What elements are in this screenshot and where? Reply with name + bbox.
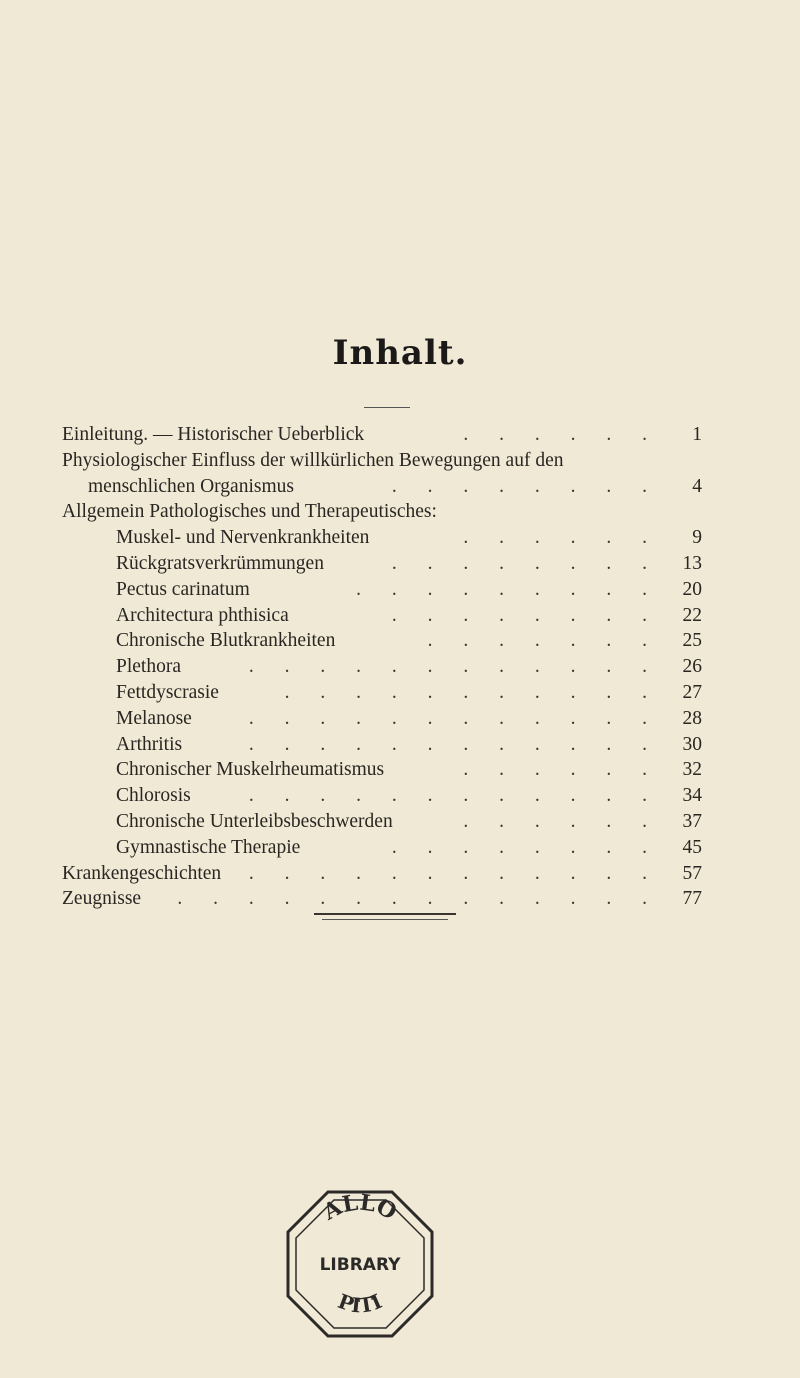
toc-page-number: 20: [682, 578, 702, 600]
toc-entry-title: Einleitung. — Historischer Ueberblick: [62, 424, 365, 445]
toc-page-number: 25: [682, 630, 702, 652]
svg-text:PITI: [335, 1289, 386, 1318]
toc-entry-title: Zeugnisse: [62, 888, 142, 910]
toc-entry: [62, 422, 702, 448]
toc-entry: [62, 628, 702, 654]
end-rule: [314, 913, 456, 915]
title-rule: [364, 407, 410, 408]
toc-dot-leader: . . . . . . . .: [391, 552, 660, 574]
toc-dot-leader: . . . . . . . .: [391, 836, 660, 858]
toc-entry-title: menschlichen Organismus: [88, 475, 294, 497]
toc-entry: [62, 680, 702, 706]
toc-entry: [62, 706, 702, 732]
toc-page-number: 26: [682, 656, 702, 678]
toc-page-number: 45: [682, 836, 702, 858]
page-title: Inhalt.: [332, 333, 468, 373]
toc-page-number: 22: [682, 604, 702, 626]
toc-entry: [62, 525, 702, 551]
toc-entry: [62, 654, 702, 680]
toc-entry: [62, 886, 702, 912]
toc-entry-title: Rückgratsverkrümmungen: [116, 552, 324, 574]
toc-entry: [62, 499, 702, 525]
toc-dot-leader: . . . . . . . . . . . .: [248, 733, 660, 755]
toc-entry-title: Physiologischer Einfluss der willkürlichen Bewegungen auf den: [62, 449, 564, 471]
toc-page-number: 9: [692, 527, 702, 549]
toc-page-number: 4: [692, 475, 702, 497]
toc-entry-title: Fettdyscrasie: [116, 681, 219, 703]
toc-dot-leader: . . . . . . . . . . . . . .: [177, 888, 660, 910]
library-stamp: [282, 1186, 438, 1342]
toc-page-number: 34: [682, 785, 702, 807]
toc-entry-title: Chronischer Muskelrheumatismus: [116, 759, 385, 781]
toc-entry-title: Allgemein Pathologisches und Therapeutisches:: [62, 501, 437, 523]
toc-entry-title: Krankengeschichten: [62, 862, 222, 884]
toc-entry-title: Muskel- und Nervenkrankheiten: [116, 527, 370, 549]
svg-text:ALLO: [318, 1190, 401, 1226]
toc-entry-title: Arthritis: [116, 733, 183, 755]
stamp-top-text: ALLO: [318, 1189, 401, 1226]
toc-entry: [62, 809, 702, 835]
toc-dot-leader: . . . . . . .: [427, 630, 660, 652]
toc-entry-title: Plethora: [116, 656, 181, 678]
table-of-contents: [62, 422, 702, 912]
stamp-middle-text: LIBRARY: [319, 1255, 401, 1275]
toc-entry-title: Architectura phthisica: [116, 604, 289, 626]
toc-page-number: 13: [682, 552, 702, 574]
toc-dot-leader: . . . . . .: [463, 527, 660, 549]
toc-page-number: 28: [682, 707, 702, 729]
toc-dot-leader: . . . . . . . .: [391, 475, 660, 497]
toc-entry: [62, 577, 702, 603]
toc-entry-title: Chronische Unterleibsbeschwerden: [116, 810, 393, 832]
toc-dot-leader: . . . . . . . . . . . .: [248, 862, 660, 884]
toc-entry: [62, 474, 702, 500]
toc-entry-title: Melanose: [116, 707, 192, 729]
toc-page-number: 30: [682, 733, 702, 755]
toc-dot-leader: . . . . . .: [463, 810, 660, 832]
toc-entry: [62, 551, 702, 577]
toc-page-number: 27: [682, 681, 702, 703]
toc-entry: [62, 732, 702, 758]
toc-dot-leader: . . . . . . . . .: [356, 578, 660, 600]
toc-entry-title: Chronische Blutkrankheiten: [116, 630, 336, 652]
toc-dot-leader: . . . . . . . . . . . .: [248, 656, 660, 678]
toc-entry: [62, 448, 702, 474]
toc-dot-leader: . . . . . . . . . . . .: [248, 785, 660, 807]
toc-entry-title: Gymnastische Therapie: [116, 836, 301, 858]
toc-dot-leader: . . . . . .: [463, 424, 660, 445]
toc-dot-leader: . . . . . . . . . . . .: [248, 707, 660, 729]
toc-dot-leader: . . . . . . . .: [391, 604, 660, 626]
toc-page-number: 37: [682, 810, 702, 832]
toc-entry: [62, 783, 702, 809]
toc-page-number: 32: [682, 759, 702, 781]
toc-entry-title: Pectus carinatum: [116, 578, 250, 600]
toc-dot-leader: . . . . . .: [463, 759, 660, 781]
stamp-bottom-text: PITI: [334, 1288, 386, 1318]
toc-entry: [62, 835, 702, 861]
toc-entry-title: Chlorosis: [116, 785, 191, 807]
toc-entry: [62, 757, 702, 783]
toc-entry: [62, 861, 702, 887]
toc-page-number: 1: [692, 424, 702, 445]
toc-dot-leader: . . . . . . . . . . .: [284, 681, 660, 703]
toc-entry: [62, 603, 702, 629]
end-rule-thin: [322, 919, 448, 920]
toc-page-number: 77: [682, 888, 702, 910]
toc-page-number: 57: [682, 862, 702, 884]
